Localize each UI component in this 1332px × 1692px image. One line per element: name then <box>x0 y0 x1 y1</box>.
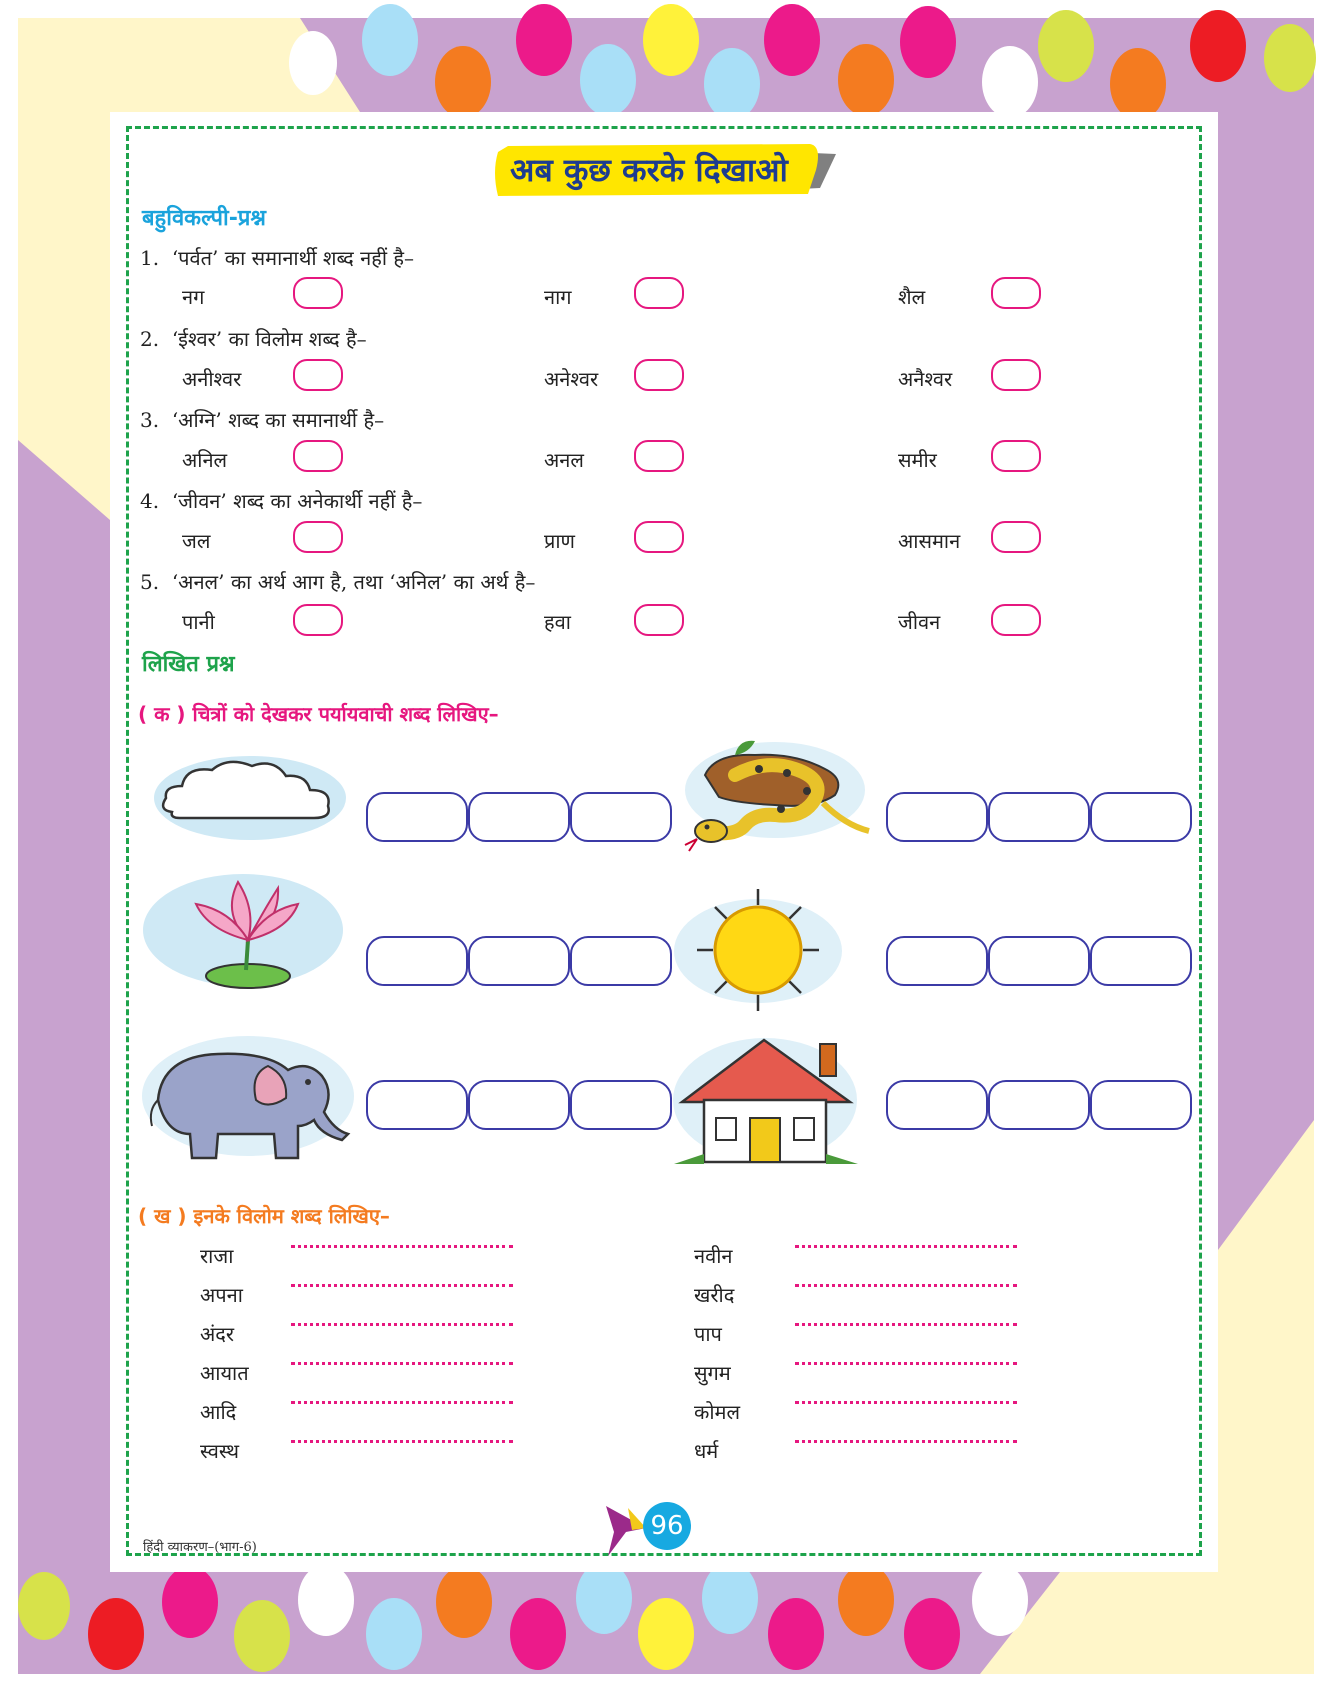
sun-picture <box>673 885 843 1015</box>
cloud-picture <box>150 752 350 842</box>
q4-option-c: आसमान <box>898 529 961 553</box>
antonym-word-right-5: कोमल <box>694 1400 741 1424</box>
q4-option-b: प्राण <box>544 529 576 553</box>
antonym-answer-right-5[interactable] <box>795 1401 1017 1404</box>
mcq-heading: बहुविकल्पी-प्रश्न <box>142 206 266 231</box>
q2-checkbox-b[interactable] <box>634 359 684 391</box>
q4-checkbox-a[interactable] <box>293 521 343 553</box>
snake-picture <box>675 735 875 855</box>
antonym-word-left-5: आदि <box>200 1400 237 1424</box>
house-picture <box>670 1030 860 1170</box>
antonym-answer-left-3[interactable] <box>291 1323 513 1326</box>
antonym-answer-right-1[interactable] <box>795 1245 1017 1248</box>
q1-option-c: शैल <box>898 285 926 309</box>
antonym-word-left-6: स्वस्थ <box>200 1439 240 1463</box>
q2-option-a: अनीश्वर <box>182 367 242 391</box>
antonym-word-left-1: राजा <box>200 1244 234 1268</box>
house-synonym-box-1[interactable] <box>886 1080 988 1130</box>
q4-option-a: जल <box>182 529 211 553</box>
q1-option-a: नग <box>182 285 205 309</box>
elephant-synonym-box-1[interactable] <box>366 1080 468 1130</box>
house-synonym-box-2[interactable] <box>988 1080 1090 1130</box>
q3-option-a: अनिल <box>182 448 228 472</box>
q5-option-c: जीवन <box>898 610 941 634</box>
q3-option-c: समीर <box>898 448 937 472</box>
antonym-word-right-2: खरीद <box>694 1283 735 1307</box>
title-banner <box>490 142 840 198</box>
antonym-answer-left-5[interactable] <box>291 1401 513 1404</box>
antonym-word-left-4: आयात <box>200 1361 249 1385</box>
book-title-footer: हिंदी व्याकरण–(भाग-6) <box>143 1540 257 1555</box>
q3-checkbox-a[interactable] <box>293 440 343 472</box>
antonym-answer-left-2[interactable] <box>291 1284 513 1287</box>
q2-option-c: अनैश्वर <box>898 367 953 391</box>
q4-checkbox-b[interactable] <box>634 521 684 553</box>
antonym-answer-right-4[interactable] <box>795 1362 1017 1365</box>
lotus-picture <box>138 870 348 1000</box>
lotus-synonym-box-3[interactable] <box>570 936 672 986</box>
antonym-answer-right-2[interactable] <box>795 1284 1017 1287</box>
q1-checkbox-b[interactable] <box>634 277 684 309</box>
elephant-synonym-box-3[interactable] <box>570 1080 672 1130</box>
part-a-instruction: ( क ) चित्रों को देखकर पर्यायवाची शब्द लिखिए– <box>138 702 499 726</box>
cloud-synonym-box-3[interactable] <box>570 792 672 842</box>
page-number: 96 <box>643 1502 691 1550</box>
elephant-synonym-box-2[interactable] <box>468 1080 570 1130</box>
q2-checkbox-a[interactable] <box>293 359 343 391</box>
q3-option-b: अनल <box>544 448 584 472</box>
snake-synonym-box-2[interactable] <box>988 792 1090 842</box>
elephant-picture <box>138 1030 358 1170</box>
q3-checkbox-b[interactable] <box>634 440 684 472</box>
part-b-instruction: ( ख ) इनके विलोम शब्द लिखिए– <box>138 1204 390 1228</box>
antonym-word-right-1: नवीन <box>694 1244 733 1268</box>
question-3: 3. ‘अग्नि’ शब्द का समानार्थी है– <box>140 408 385 432</box>
q1-checkbox-c[interactable] <box>991 277 1041 309</box>
question-5: 5. ‘अनल’ का अर्थ आग है, तथा ‘अनिल’ का अर्थ है– <box>140 570 536 594</box>
q1-checkbox-a[interactable] <box>293 277 343 309</box>
snake-synonym-box-1[interactable] <box>886 792 988 842</box>
q1-option-b: नाग <box>544 285 572 309</box>
question-2: 2. ‘ईश्वर’ का विलोम शब्द है– <box>140 327 367 351</box>
antonym-answer-left-4[interactable] <box>291 1362 513 1365</box>
q5-checkbox-a[interactable] <box>293 604 343 636</box>
antonym-word-right-6: धर्म <box>694 1439 719 1463</box>
q5-option-a: पानी <box>182 610 215 634</box>
cloud-synonym-box-2[interactable] <box>468 792 570 842</box>
sun-synonym-box-3[interactable] <box>1090 936 1192 986</box>
question-1: 1. ‘पर्वत’ का समानार्थी शब्द नहीं है– <box>140 246 415 270</box>
sun-synonym-box-1[interactable] <box>886 936 988 986</box>
antonym-answer-left-6[interactable] <box>291 1440 513 1443</box>
snake-synonym-box-3[interactable] <box>1090 792 1192 842</box>
q4-checkbox-c[interactable] <box>991 521 1041 553</box>
q5-checkbox-c[interactable] <box>991 604 1041 636</box>
q3-checkbox-c[interactable] <box>991 440 1041 472</box>
antonym-word-right-4: सुगम <box>694 1361 731 1385</box>
antonym-word-left-2: अपना <box>200 1283 243 1307</box>
antonym-answer-right-6[interactable] <box>795 1440 1017 1443</box>
cloud-synonym-box-1[interactable] <box>366 792 468 842</box>
question-4: 4. ‘जीवन’ शब्द का अनेकार्थी नहीं है– <box>140 489 423 513</box>
page-title: अब कुछ करके दिखाओ <box>510 151 788 189</box>
written-heading: लिखित प्रश्न <box>142 652 235 677</box>
sun-synonym-box-2[interactable] <box>988 936 1090 986</box>
q5-option-b: हवा <box>544 610 571 634</box>
q2-checkbox-c[interactable] <box>991 359 1041 391</box>
antonym-word-right-3: पाप <box>694 1322 722 1346</box>
antonym-answer-right-3[interactable] <box>795 1323 1017 1326</box>
lotus-synonym-box-1[interactable] <box>366 936 468 986</box>
q2-option-b: अनेश्वर <box>544 367 599 391</box>
antonym-answer-left-1[interactable] <box>291 1245 513 1248</box>
q5-checkbox-b[interactable] <box>634 604 684 636</box>
lotus-synonym-box-2[interactable] <box>468 936 570 986</box>
house-synonym-box-3[interactable] <box>1090 1080 1192 1130</box>
antonym-word-left-3: अंदर <box>200 1322 235 1346</box>
